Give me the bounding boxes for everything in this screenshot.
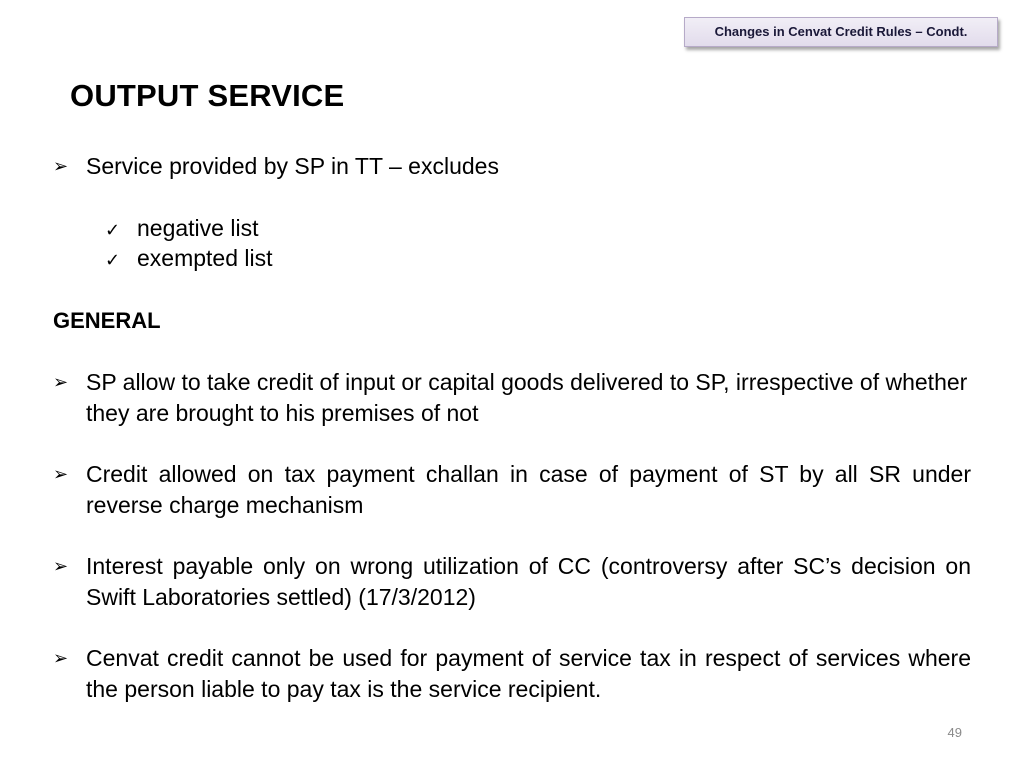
- bullet-text: Cenvat credit cannot be used for payment of service tax in respect of services where the person liable to pay tax is the service recipient.: [86, 645, 971, 702]
- arrow-bullet-icon: ➢: [53, 156, 69, 177]
- bullet-item: [53, 367, 971, 429]
- header-badge: [684, 17, 998, 47]
- page-title: OUTPUT SERVICE: [70, 78, 345, 113]
- page-number: 49: [947, 725, 962, 740]
- bullet-item: [53, 459, 971, 521]
- sub-item-exempted-list: [105, 243, 273, 276]
- checkmark-icon: ✓: [105, 220, 121, 241]
- checkmark-icon: ✓: [105, 250, 121, 271]
- bullet-item: [53, 643, 971, 705]
- bullet-text: Service provided by SP in TT – excludes: [86, 153, 499, 179]
- arrow-bullet-icon: ➢: [53, 648, 69, 669]
- sub-item-text: negative list: [137, 215, 259, 241]
- section-heading-general: GENERAL: [53, 308, 161, 333]
- bullet-text: Credit allowed on tax payment challan in case of payment of ST by all SR under reverse charge mechanism: [86, 461, 971, 518]
- header-badge-text: Changes in Cenvat Credit Rules – Condt.: [714, 24, 968, 39]
- bullet-text: Interest payable only on wrong utilization of CC (controversy after SC’s decision on Swift Laboratories settled) (17/3/2012): [86, 553, 971, 610]
- sub-item-text: exempted list: [137, 245, 273, 271]
- bullet-text: SP allow to take credit of input or capital goods delivered to SP, irrespective of whether they are brought to his premises of not: [86, 369, 968, 426]
- sub-item-negative-list: [105, 213, 258, 246]
- bullet-item: [53, 551, 971, 613]
- arrow-bullet-icon: ➢: [53, 464, 69, 485]
- bullet-item-intro: [53, 151, 971, 182]
- arrow-bullet-icon: ➢: [53, 372, 69, 393]
- arrow-bullet-icon: ➢: [53, 556, 69, 577]
